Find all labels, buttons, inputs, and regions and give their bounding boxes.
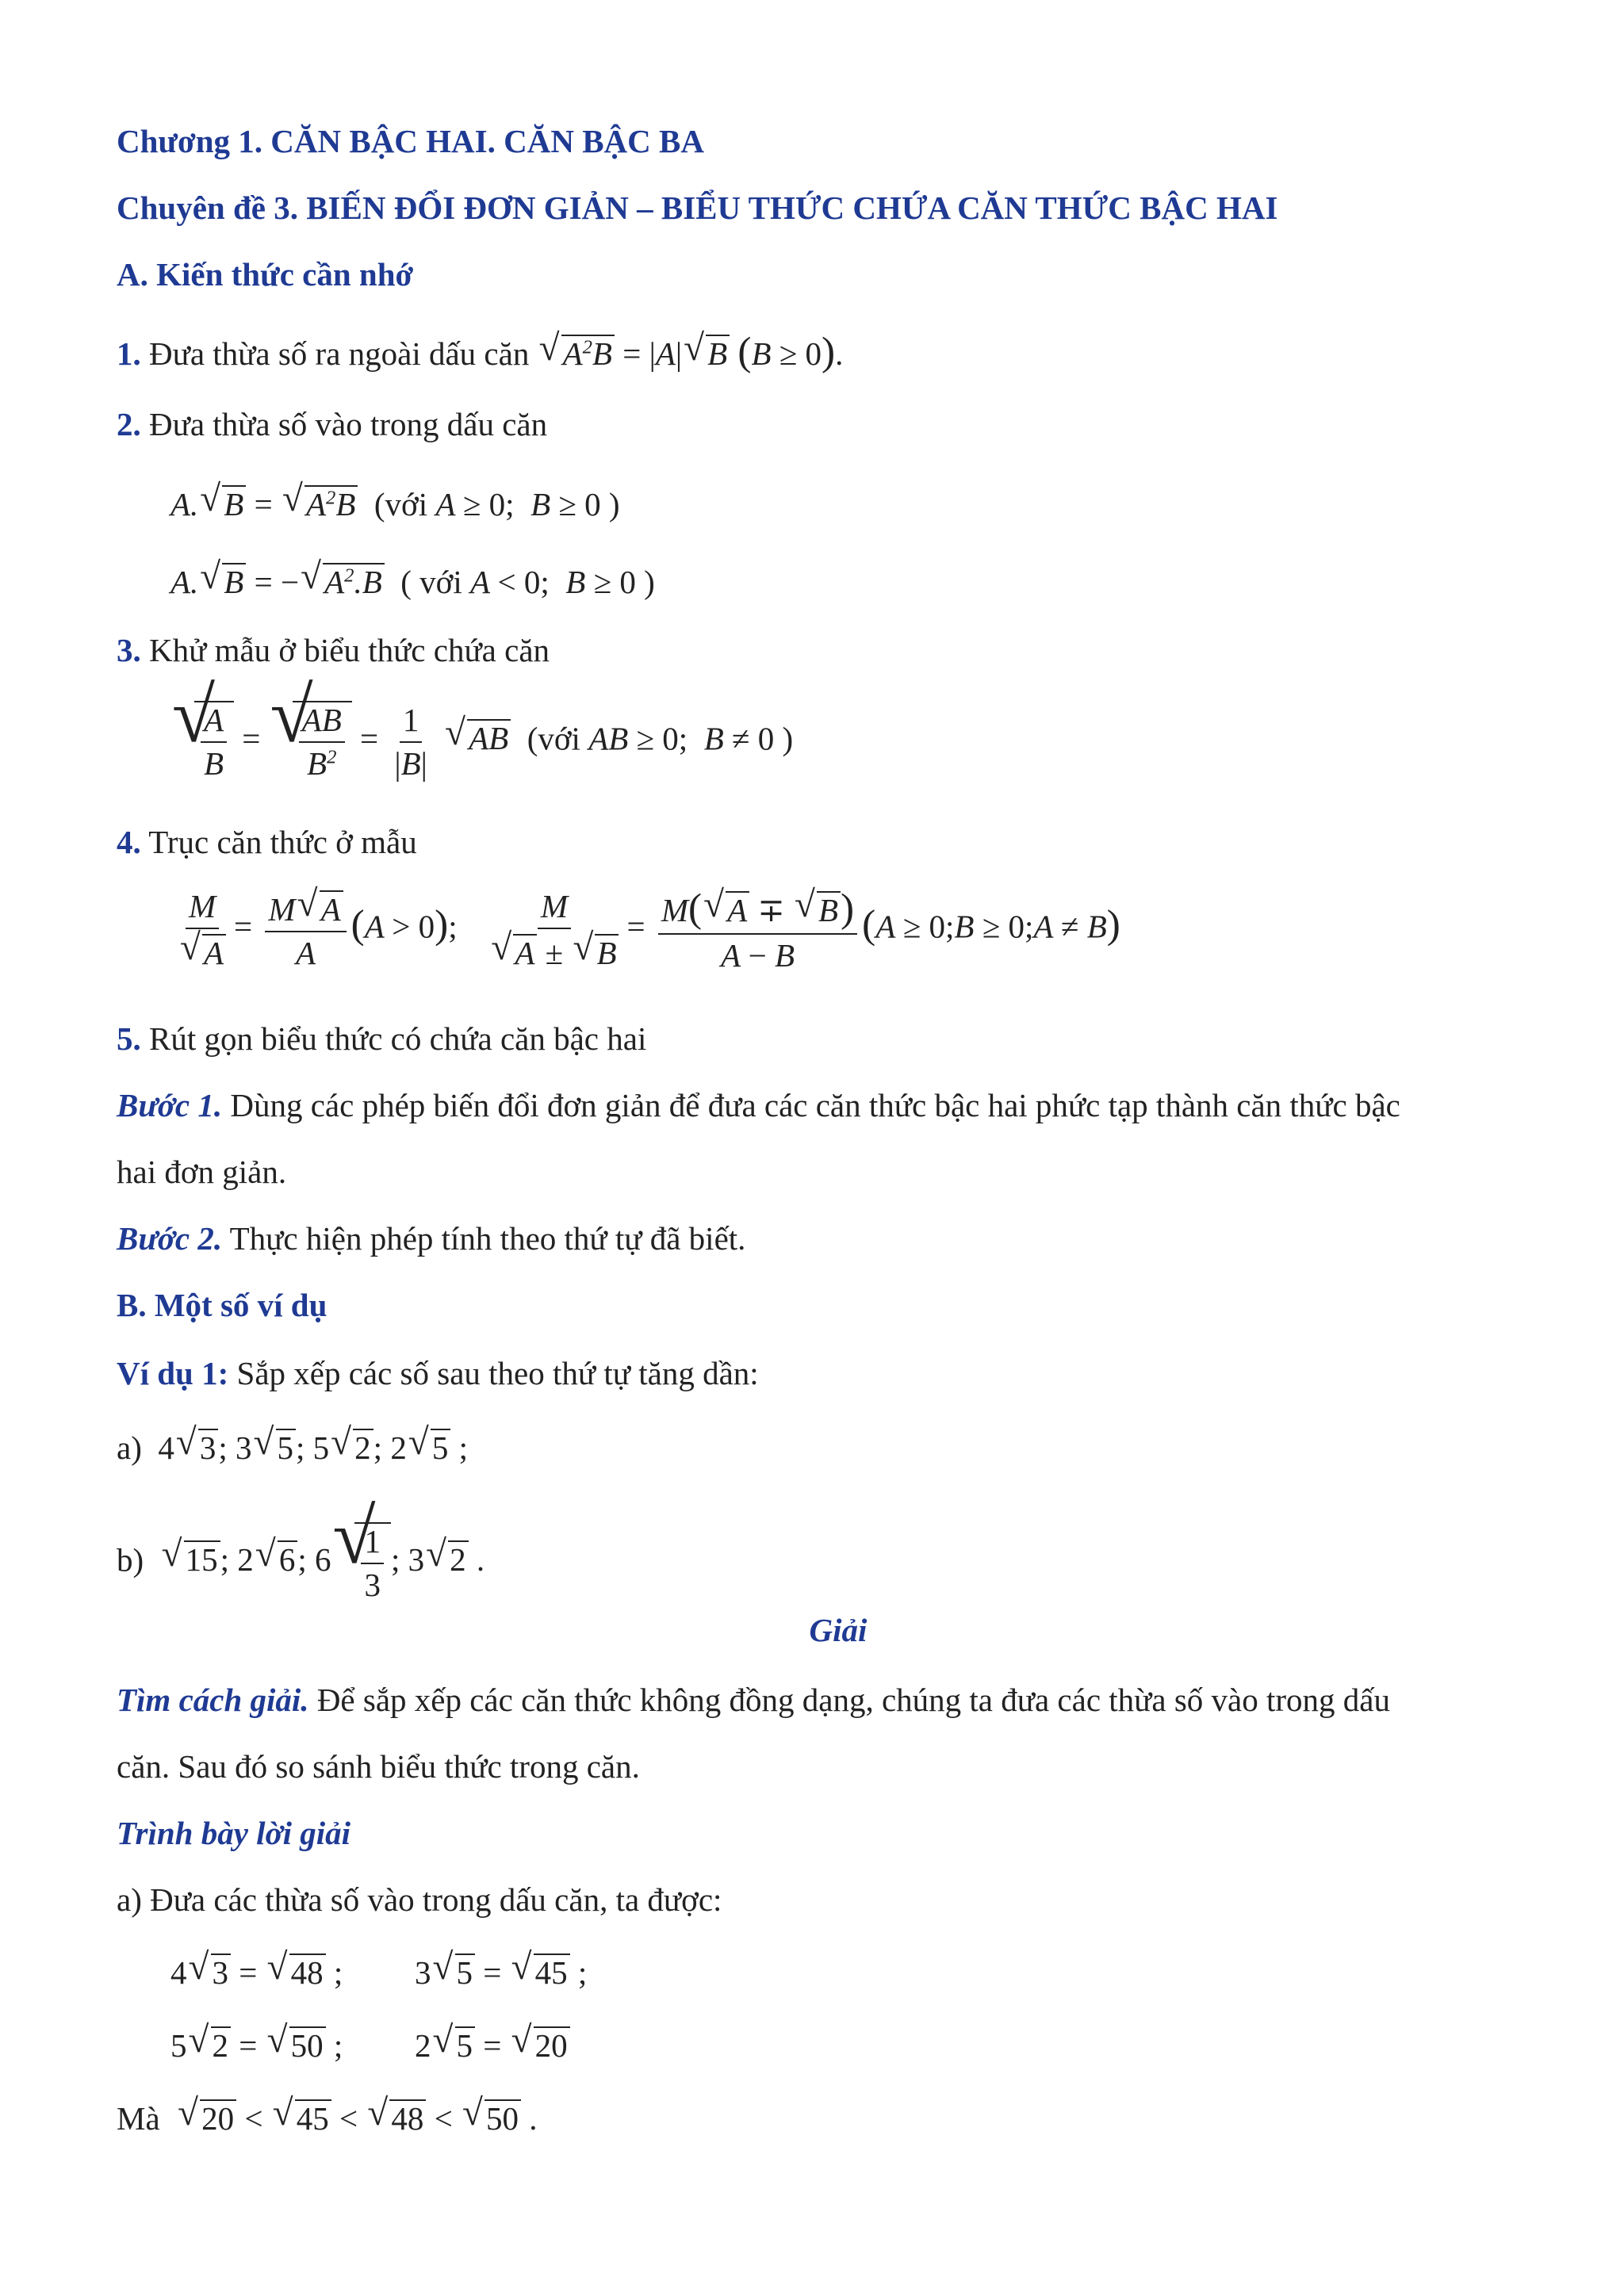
approach-cont: căn. Sau đó so sánh biểu thức trong căn. [117,1748,640,1785]
example-1-text: Sắp xếp các số sau theo thứ tự tăng dần: [236,1355,759,1391]
step-1-text: Dùng các phép biến đổi đơn giản để đưa các căn thức bậc hai phức tạp thành căn thức bậc [230,1087,1400,1123]
presentation-label: Trình bày lời giải [117,1815,350,1851]
approach-label: Tìm cách giải. [117,1682,309,1718]
step-1-cont: hai đơn giản. [117,1154,287,1190]
solution-a-row-1b: 3√ 5 = √ 45 ; [415,1954,587,1989]
solution-a-row-2b: 2√ 5 = √ 20 [415,2026,570,2062]
with-word-2a: với [385,486,428,522]
example-1b-label: b) [117,1541,144,1578]
solution-a-compare: Mà √ 20 < √ 45 < √ 48 < √ 50 . [117,2099,538,2135]
example-1a-label: a) [117,1429,142,1466]
formula-2b: A.√ B = −√ $A^2.B$ ( với A < 0; B ≥ 0 ) [170,563,655,599]
topic-heading: Chuyên đề 3. BIẾN ĐỔI ĐƠN GIẢN – BIỂU THỨC CHỨA CĂN THỨC BẬC HAI [117,189,1278,226]
section-b-heading: B. Một số ví dụ [117,1287,327,1323]
item-4-text: Trục căn thức ở mẫu [148,824,417,860]
solution-title: Giải [809,1612,868,1648]
step-2 [117,1220,746,1257]
solution-a-intro: a) Đưa các thừa số vào trong dấu căn, ta được: [117,1881,722,1918]
step-2-label: Bước 2. [117,1220,223,1257]
example-1 [117,1357,759,1390]
item-2-text: Đưa thừa số vào trong dấu căn [149,406,548,442]
example-1a: a) 4√ 3; 3√ 5; 5√ 2; 2√ 5 ; [117,1429,468,1464]
with-word-2b: với [419,564,462,600]
item-2-number: 2. [117,406,141,442]
example-1-label: Ví dụ 1: [117,1355,229,1391]
formula-2a: A.√ B = √ $A^2B$ (với A ≥ 0; B ≥ 0 ) [170,485,620,521]
chapter-heading: Chương 1. CĂN BẬC HAI. CĂN BẬC BA [117,123,704,159]
item-1 [117,331,843,372]
solution-a-row-1: 4√ 3 = √ 48 ; [170,1954,343,1989]
item-4 [117,826,417,859]
section-a-heading: A. Kiến thức cần nhớ [117,256,414,293]
with-word-3: với [538,720,580,757]
item-3-number: 3. [117,632,141,668]
formula-4: M √ A = $\frac{M√ A}{A}$ (A > 0); M √ A ± √ B = $\frac{M(√ A \mp √ B)}{A - B}$ (A ≥ 0;B ≥ 0;A ≠ B) [170,888,1120,972]
formula-1: √ $A^2B = |A|√$ B (B ≥ 0). [538,335,844,372]
example-1b: b) √ 15; 2√ 6; 6 √ $\frac{1}{3}$ ; 3√ 2 . [117,1522,485,1601]
item-5-number: 5. [117,1020,141,1057]
step-1-label: Bước 1. [117,1087,223,1123]
ma-word: Mà [117,2100,160,2137]
item-1-text: Đưa thừa số ra ngoài dấu căn [149,335,530,372]
item-5 [117,1020,647,1057]
step-2-text: Thực hiện phép tính theo thứ tự đã biết. [229,1220,746,1257]
item-5-text: Rút gọn biểu thức có chứa căn bậc hai [149,1020,647,1057]
approach [117,1684,1390,1716]
approach-text: Để sắp xếp các căn thức không đồng dạng, chúng ta đưa các thừa số vào trong dấu [316,1682,1390,1718]
formula-3: √ $\frac{A}{B}$ = √ $\frac{AB}{B^2}$ = $\frac{1}{|B|}$ √ AB (với AB ≥ 0; B ≠ 0 ) [170,701,793,780]
step-1 [117,1089,1400,1122]
item-3-text: Khử mẫu ở biểu thức chứa căn [149,632,550,668]
solution-a-row-2: 5√ 2 = √ 50 ; [170,2026,343,2062]
item-1-number: 1. [117,335,141,372]
item-3 [117,634,550,667]
item-2 [117,408,547,441]
item-4-number: 4. [117,824,141,860]
